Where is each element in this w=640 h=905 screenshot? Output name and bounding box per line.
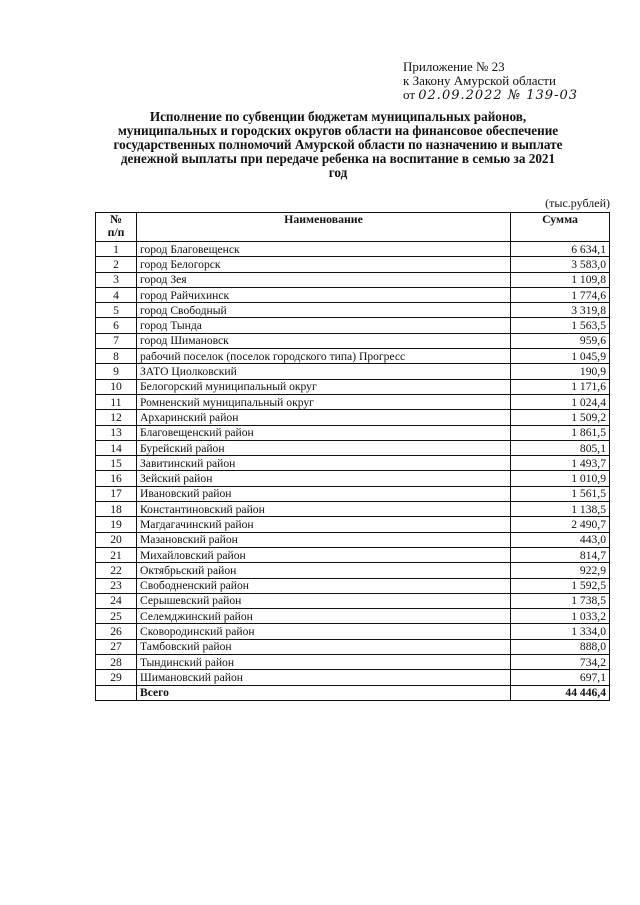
header-number [96,213,137,242]
row-number: 23 [96,578,137,593]
row-name: Архаринский район [137,410,511,425]
title-line-3: государственных полномочий Амурской области по назначению и выплате [113,137,563,152]
row-sum: 1 561,5 [511,486,610,501]
row-sum: 1 861,5 [511,425,610,440]
table-row [96,318,610,333]
row-sum: 3 319,8 [511,303,610,318]
table-row [96,456,610,471]
row-number: 9 [96,364,137,379]
row-sum: 1 592,5 [511,578,610,593]
units-label: (тыс.рублей) [545,196,610,210]
header-row [96,213,610,242]
row-number: 10 [96,379,137,394]
row-sum: 1 109,8 [511,272,610,287]
table-row [96,532,610,547]
row-number: 22 [96,563,137,578]
row-number: 3 [96,272,137,287]
header-number-line1: № [110,212,122,226]
row-sum: 922,9 [511,563,610,578]
row-number: 7 [96,333,137,348]
table-row [96,272,610,287]
row-sum: 1 045,9 [511,349,610,364]
row-number: 20 [96,532,137,547]
row-name: Тындинский район [137,655,511,670]
row-name: рабочий поселок (поселок городского типа) Прогресс [137,349,511,364]
row-number: 28 [96,655,137,670]
row-number: 6 [96,318,137,333]
row-sum: 1 171,6 [511,379,610,394]
table-row [96,333,610,348]
row-name: Бурейский район [137,440,511,455]
header-number-line2: п/п [107,225,125,239]
handwritten-date-number: 02.09.2022 № 139-03 [418,88,579,103]
table-row [96,517,610,532]
total-number [96,685,137,700]
row-number: 18 [96,502,137,517]
table-row [96,440,610,455]
table-header [96,213,610,242]
row-number: 26 [96,624,137,639]
row-name: ЗАТО Циолковский [137,364,511,379]
row-number: 13 [96,425,137,440]
row-sum: 1 738,5 [511,593,610,608]
row-name: город Свободный [137,303,511,318]
row-name: Селемджинский район [137,609,511,624]
row-number: 27 [96,639,137,654]
row-name: Октябрьский район [137,563,511,578]
total-sum: 44 446,4 [511,685,610,700]
row-name: Михайловский район [137,547,511,562]
row-name: Сковородинский район [137,624,511,639]
row-sum: 1 024,4 [511,394,610,409]
row-name: Свободненский район [137,578,511,593]
row-name: город Белогорск [137,257,511,272]
row-name: город Зея [137,272,511,287]
row-name: город Райчихинск [137,287,511,302]
table-row [96,563,610,578]
row-name: Магдагачинский район [137,517,511,532]
table-row [96,670,610,685]
total-row [96,685,610,700]
row-sum: 2 490,7 [511,517,610,532]
header-sum: Сумма [511,213,610,242]
row-number: 16 [96,471,137,486]
row-sum: 1 334,0 [511,624,610,639]
appendix-date-line [403,88,578,103]
row-number: 17 [96,486,137,501]
row-sum: 1 138,5 [511,502,610,517]
row-number: 8 [96,349,137,364]
table-row [96,425,610,440]
appendix-reference [403,60,578,103]
table-row [96,349,610,364]
row-name: Ромненский муниципальный округ [137,394,511,409]
total-label: Всего [137,685,511,700]
row-sum: 190,9 [511,364,610,379]
row-name: Завитинский район [137,456,511,471]
row-number: 15 [96,456,137,471]
table-row [96,655,610,670]
row-sum: 805,1 [511,440,610,455]
row-sum: 1 509,2 [511,410,610,425]
row-number: 29 [96,670,137,685]
row-name: Белогорский муниципальный округ [137,379,511,394]
row-name: Ивановский район [137,486,511,501]
row-number: 21 [96,547,137,562]
row-sum: 1 563,5 [511,318,610,333]
row-name: город Благовещенск [137,242,511,257]
row-name: Константиновский район [137,502,511,517]
header-name: Наименование [137,213,511,242]
row-number: 25 [96,609,137,624]
row-sum: 734,2 [511,655,610,670]
table-row [96,578,610,593]
title-line-2: муниципальных и городских округов области на финансовое обеспечение [117,123,559,138]
subvention-table [95,212,610,701]
table-row [96,471,610,486]
title-line-1: Исполнение по субвенции бюджетам муниципальных районов, [149,109,527,124]
row-number: 14 [96,440,137,455]
title-line-5: год [328,165,348,180]
row-number: 12 [96,410,137,425]
row-sum: 1 010,9 [511,471,610,486]
row-name: Благовещенский район [137,425,511,440]
row-sum: 1 033,2 [511,609,610,624]
table-row [96,379,610,394]
table-row [96,364,610,379]
row-name: город Тында [137,318,511,333]
row-sum: 443,0 [511,532,610,547]
row-sum: 1 774,6 [511,287,610,302]
row-sum: 959,6 [511,333,610,348]
table-row [96,303,610,318]
row-name: Зейский район [137,471,511,486]
title-line-4: денежной выплаты при передаче ребенка на воспитание в семью за 2021 [120,151,556,166]
table-row [96,609,610,624]
row-number: 24 [96,593,137,608]
row-name: Тамбовский район [137,639,511,654]
row-number: 11 [96,394,137,409]
table-row [96,639,610,654]
row-name: Мазановский район [137,532,511,547]
row-sum: 697,1 [511,670,610,685]
appendix-number: Приложение № 23 [403,59,505,74]
table-row [96,394,610,409]
row-sum: 1 493,7 [511,456,610,471]
row-sum: 6 634,1 [511,242,610,257]
row-number: 1 [96,242,137,257]
row-number: 4 [96,287,137,302]
table-row [96,624,610,639]
table-body [96,242,610,701]
table-row [96,502,610,517]
document-title [78,110,598,180]
table-row [96,486,610,501]
row-sum: 814,7 [511,547,610,562]
row-number: 2 [96,257,137,272]
row-number: 5 [96,303,137,318]
table-row [96,593,610,608]
row-number: 19 [96,517,137,532]
table-row [96,257,610,272]
row-sum: 3 583,0 [511,257,610,272]
row-name: город Шимановск [137,333,511,348]
table-row [96,287,610,302]
table-row [96,410,610,425]
table-row [96,547,610,562]
row-sum: 888,0 [511,639,610,654]
row-name: Серышевский район [137,593,511,608]
appendix-date-prefix: от [403,87,416,102]
row-name: Шимановский район [137,670,511,685]
table-row [96,242,610,257]
appendix-law: к Закону Амурской области [403,73,556,88]
